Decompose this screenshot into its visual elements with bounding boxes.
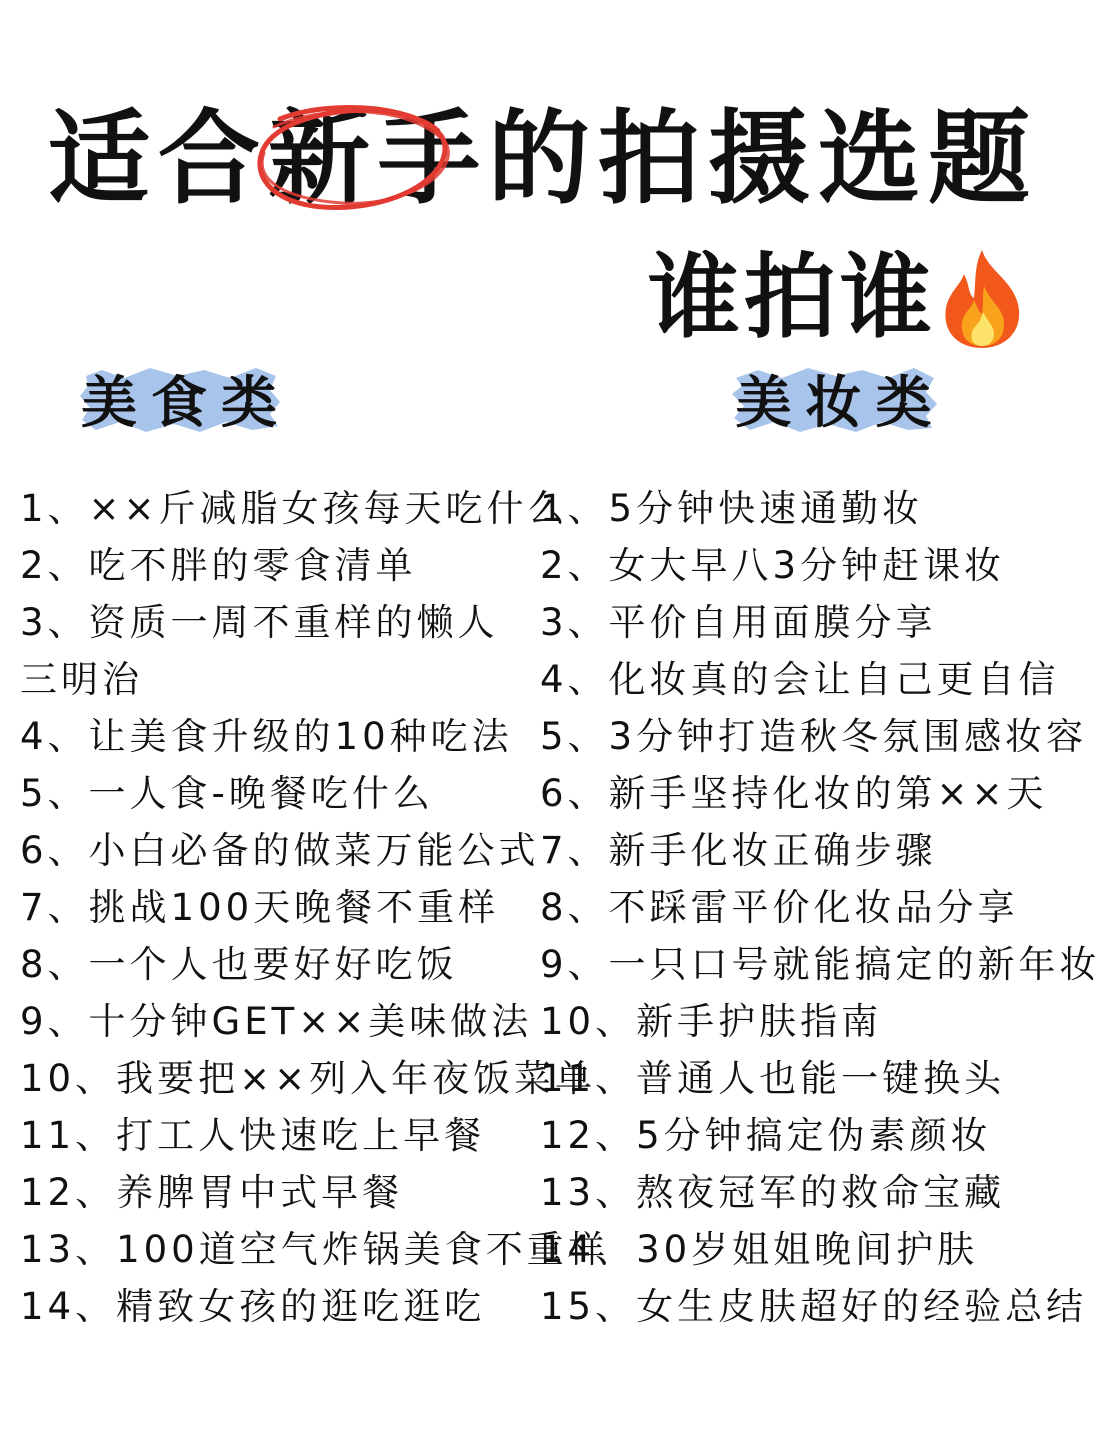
- title-part-3: 的拍摄选题: [488, 100, 1038, 219]
- list-item: 8、一个人也要好好吃饭: [20, 943, 458, 986]
- list-item: 11、普通人也能一键换头: [540, 1057, 1006, 1100]
- list-item: 2、女大早八3分钟赶课妆: [540, 544, 1006, 587]
- list-item: 12、5分钟搞定伪素颜妆: [540, 1114, 992, 1157]
- food-topic-list: [20, 480, 609, 1335]
- subtitle-text: 谁拍谁: [648, 244, 937, 351]
- list-item: 14、30岁姐姐晚间护肤: [540, 1228, 979, 1271]
- list-item: 8、不踩雷平价化妆品分享: [540, 886, 1019, 929]
- fire-icon: [938, 246, 1026, 350]
- list-item: 1、××斤减脂女孩每天吃什么: [20, 487, 569, 530]
- list-item: 14、精致女孩的逛吃逛吃: [20, 1285, 486, 1328]
- list-item: 12、养脾胃中式早餐: [20, 1171, 404, 1214]
- list-item: 7、新手化妆正确步骤: [540, 829, 937, 872]
- list-item: 5、一人食-晚餐吃什么: [20, 772, 434, 815]
- list-item: 7、挑战100天晚餐不重样: [20, 886, 500, 929]
- subtitle: [648, 243, 1026, 353]
- list-item: 3、资质一周不重样的懒人三明治: [20, 601, 499, 701]
- list-item: 9、十分钟GET××美味做法: [20, 1000, 533, 1043]
- title-part-2: 新手: [268, 100, 488, 219]
- list-item: 13、100道空气炸锅美食不重样: [20, 1228, 609, 1271]
- list-item: 11、打工人快速吃上早餐: [20, 1114, 486, 1157]
- list-item: 10、新手护肤指南: [540, 1000, 883, 1043]
- list-item: 13、熬夜冠军的救命宝藏: [540, 1171, 1006, 1214]
- list-item: 9、一只口号就能搞定的新年妆: [540, 943, 1101, 986]
- title-circled-word: [268, 100, 488, 219]
- category-food-label: 美食类: [81, 371, 291, 436]
- title-part-1: 适合: [48, 100, 268, 219]
- list-item: 4、化妆真的会让自己更自信: [540, 658, 1060, 701]
- list-item: 4、让美食升级的10种吃法: [20, 715, 513, 758]
- category-makeup: [732, 360, 946, 438]
- list-item: 15、女生皮肤超好的经验总结: [540, 1285, 1088, 1328]
- list-item: 6、新手坚持化妆的第××天: [540, 772, 1048, 815]
- category-makeup-label: 美妆类: [735, 371, 946, 436]
- list-item: 3、平价自用面膜分享: [540, 601, 937, 644]
- list-item: 10、我要把××列入年夜饭菜单: [20, 1057, 597, 1100]
- list-item: 6、小白必备的做菜万能公式: [20, 829, 540, 872]
- makeup-topic-list: [540, 480, 1101, 1335]
- list-item: 1、5分钟快速通勤妆: [540, 487, 924, 530]
- list-item: 2、吃不胖的零食清单: [20, 544, 417, 587]
- list-item: 5、3分钟打造秋冬氛围感妆容: [540, 715, 1088, 758]
- page-title: [48, 95, 1038, 225]
- category-food: [80, 360, 291, 438]
